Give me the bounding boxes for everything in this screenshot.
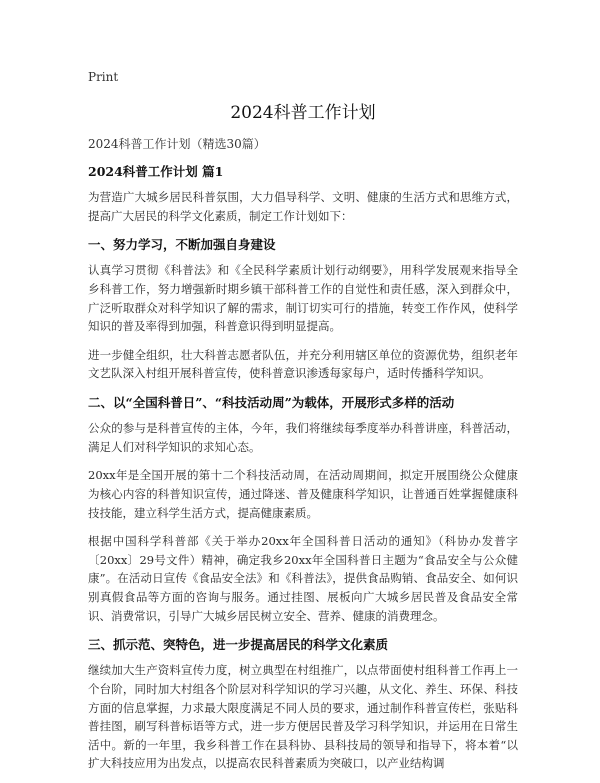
heading-1: 一、努力学习，不断加强自身建设: [88, 237, 276, 253]
paragraph: 20xx年是全国开展的第十二个科技活动周，在活动周期间，拟定开展围绕公众健康为核心内容的科普知识宣传，通过降迷、普及健康科学知识，让普通百姓掌握健康科技技能，建立科学生活方式，提高健康素质。: [88, 468, 518, 520]
intro-paragraph: 为营造广大城乡居民科普氛围，大力倡导科学、文明、健康的生活方式和思维方式，提高广大居民的科学文化素质，制定工作计划如下：: [88, 190, 518, 223]
document-subtitle: 2024科普工作计划（精选30篇）: [88, 137, 266, 151]
paragraph: 公众的参与是科普宣传的主体，今年，我们将继续每季度举办科普讲座，科普活动，满足人们对科学知识的求知心态。: [88, 421, 518, 454]
paragraph: 认真学习贯彻《科普法》和《全民科学素质计划行动纲要》，用科学发展观来指导全乡科普工作，努力增强新时期乡镇干部科普工作的自觉性和责任感，深入到群众中，广泛听取群众对科学知识了解的需求，制订切实可行的措施，转变工作作风，使科学知识的普及率得到加强，科普意识得到明显提高。: [88, 263, 518, 334]
heading-2: 二、以“全国科普日”、“科技活动周”为载体，开展形式多样的活动: [88, 395, 455, 410]
section-title: 2024科普工作计划 篇1: [88, 164, 224, 179]
paragraph: 进一步健全组织，壮大科普志愿者队伍，并充分利用辖区单位的资源优势，组织老年文艺队深入村组开展科普宣传，使科普意识渗透每家每户，适时传播科学知识。: [88, 347, 518, 381]
document-title: 2024科普工作计划: [230, 103, 376, 123]
paragraph: 根据中国科学科普部《关于举办20xx年全国科普日活动的通知》（科协办发普字〔20xx〕29号文件）精神，确定我乡20xx年全国科普日主题为“食品安全与公众健康”。在活动日宣传《食品安全法》和《科普法》，提供食品购销、食品安全、如何识别真假食品等方面的咨询与服务。通过挂图、展板向广大城乡居民普及食品安全常识、消费常识，引导广大城乡居民树立安全、营养、健康的消费理念。: [88, 534, 518, 623]
print-label: Print: [88, 70, 119, 84]
document-content: [88, 98, 518, 783]
paragraph: 继续加大生产资料宣传力度，树立典型在村组推广，以点带面使村组科普工作再上一个台阶，同时加大村组各个阶层对科学知识的学习兴趣，从文化、养生、环保、科技方面的信息掌握，力求最大限度满足不同人员的要求，通过制作科普宣传栏，张贴科普挂图，刷写科普标语等方式，进一步方便居民普及学习科学知识，并运用在日常生活中。新的一年里，我乡科普工作在县科协、县科技局的领导和指导下，将本着“以扩大科技应用为出发点，以提高农民科普素质为突破口，以产业结构调: [88, 663, 518, 771]
heading-3: 三、抓示范、突特色，进一步提高居民的科学文化素质: [88, 637, 389, 653]
